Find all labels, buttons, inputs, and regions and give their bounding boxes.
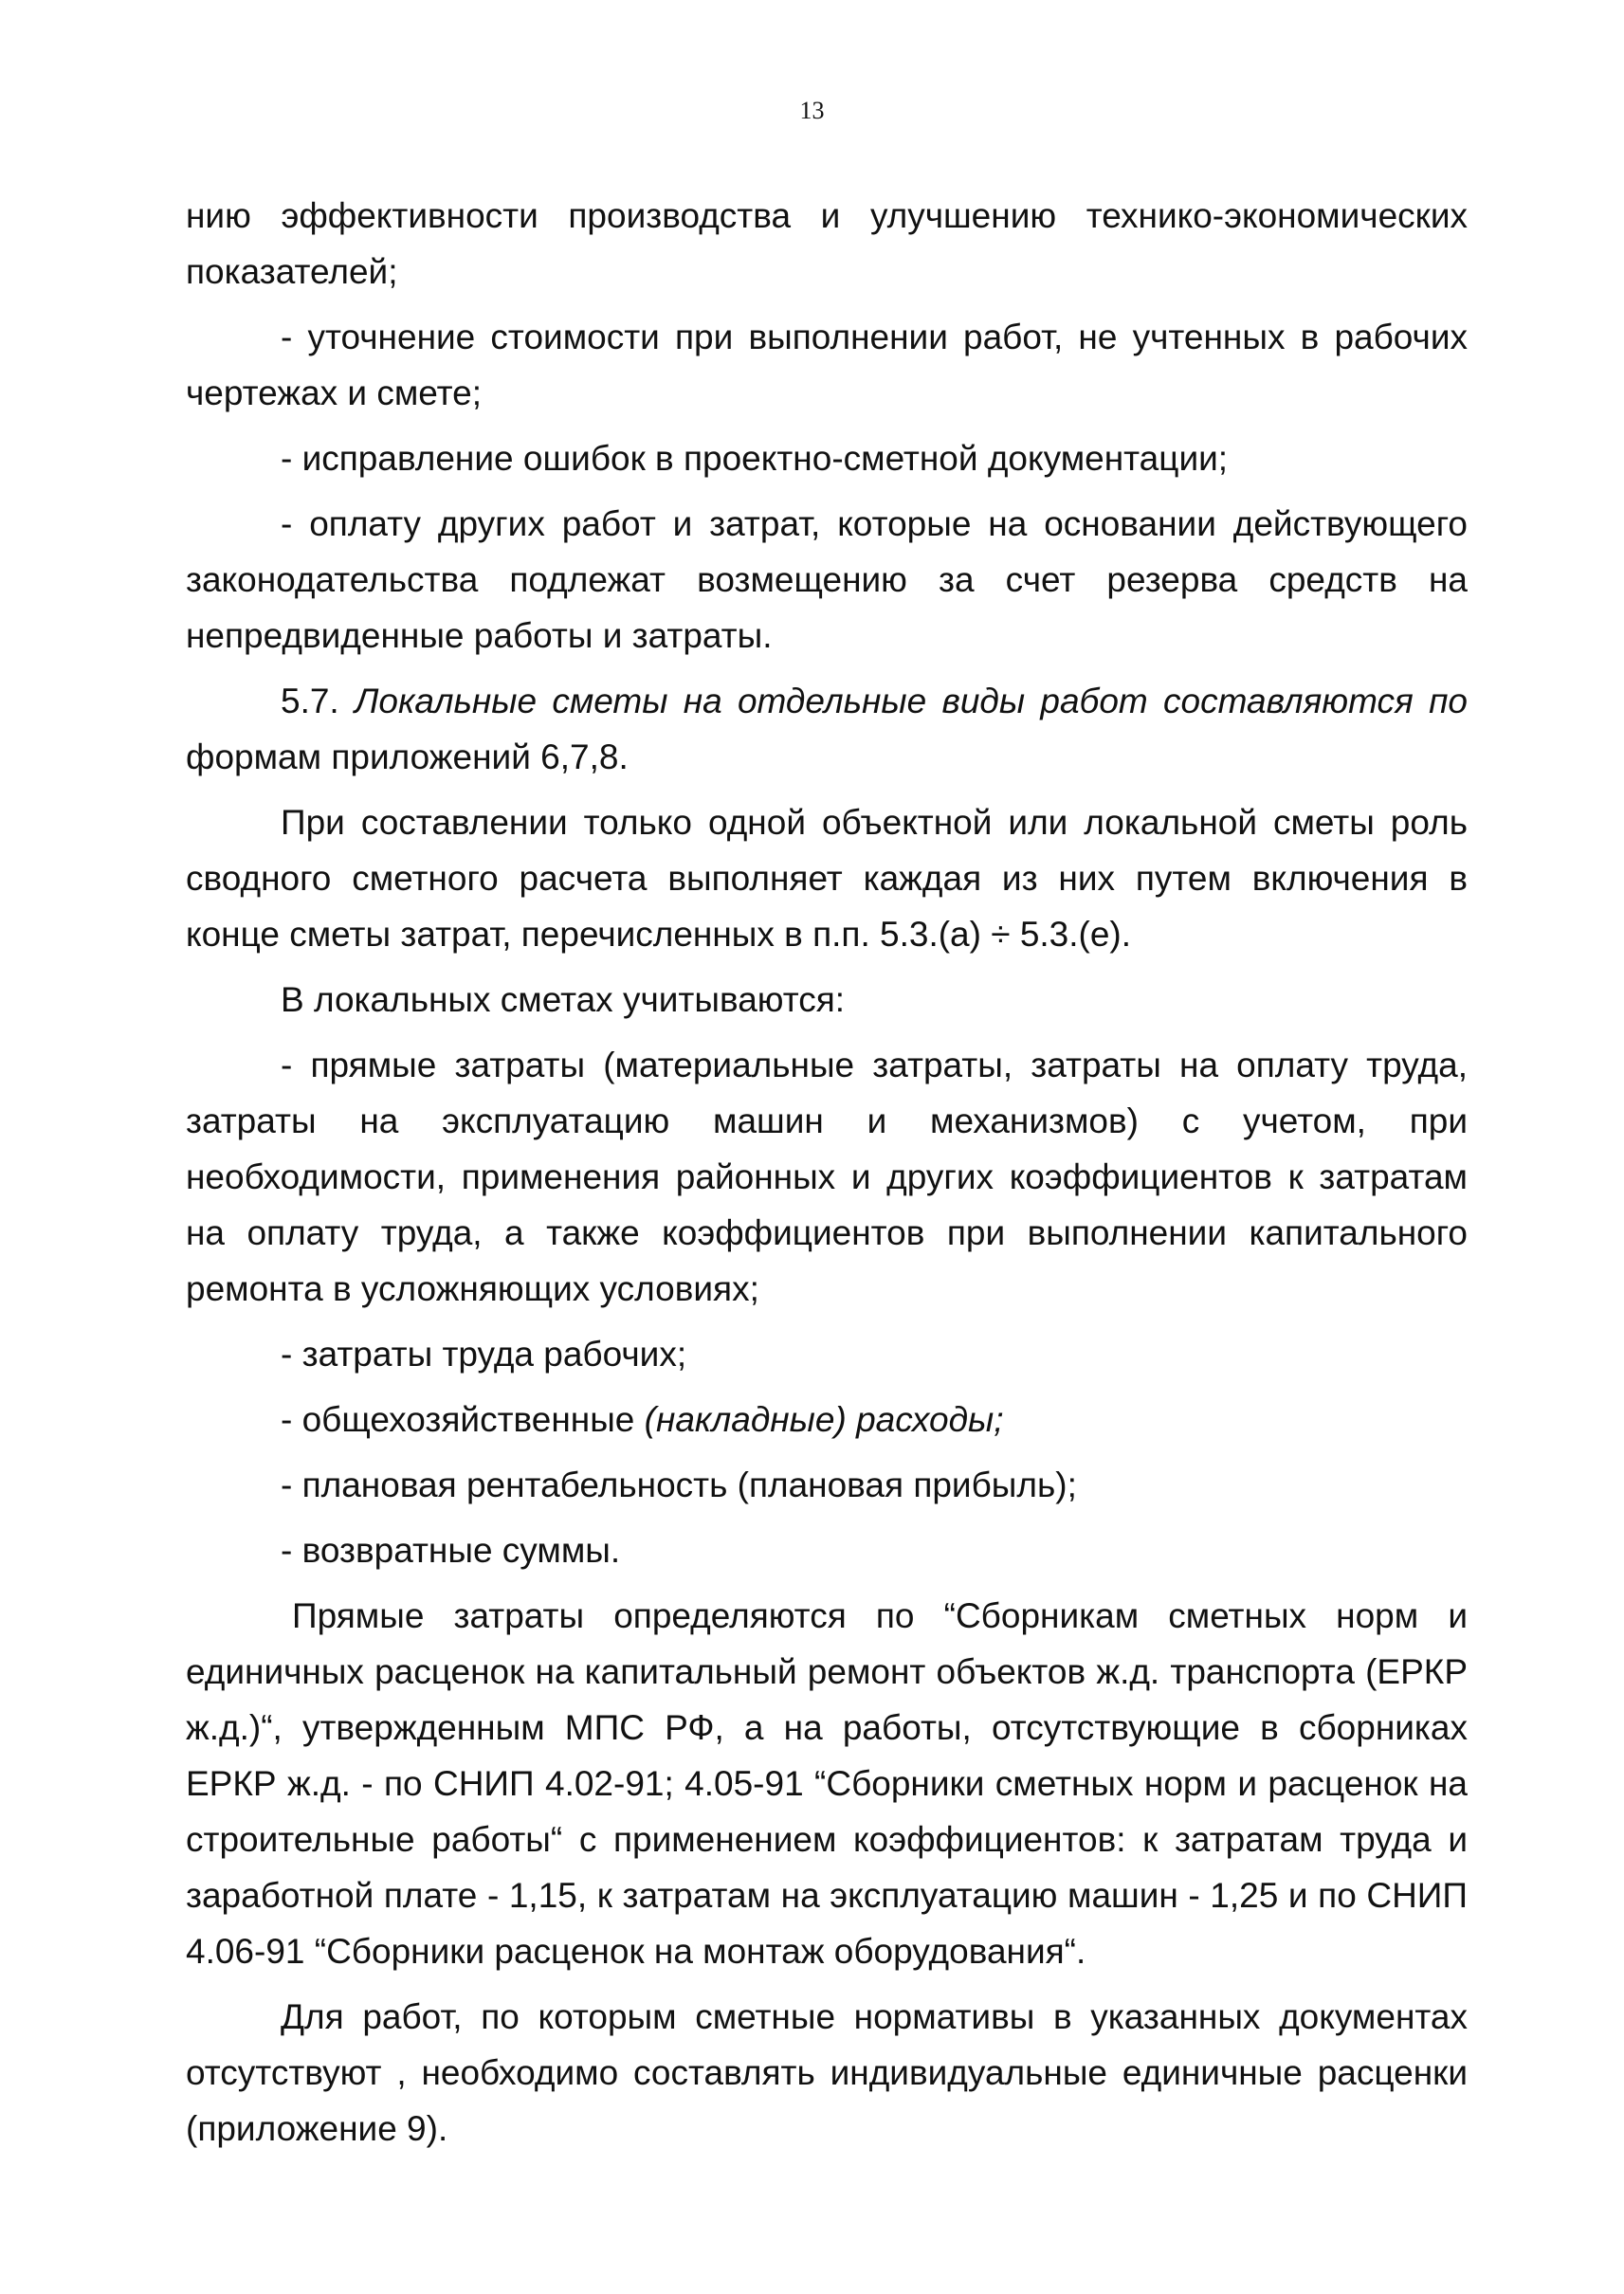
paragraph-single-estimate: При составлении только одной объектной или локальной сметы роль сводного сметного расчета выполняет каждая из них путем включения в конце сметы затрат, перечисленных в п.п. 5.3.(а) ÷ 5.3.(е). xyxy=(186,803,1468,954)
paragraph-continuation: нию эффективности производства и улучшению технико-экономических показателей; xyxy=(186,196,1468,291)
paragraph-individual-rates: Для работ, по которым сметные нормативы в указанных документах отсутствуют , необходимо составлять индивидуальные единичные расценки (приложение 9). xyxy=(186,1997,1468,2148)
document-body xyxy=(186,188,1468,2157)
section-heading-italic: Локальные сметы на отдельные виды работ составляются по xyxy=(355,682,1469,720)
list-item-direct-costs: - прямые затраты (материальные затраты, затраты на оплату труда, затраты на эксплуатацию машин и механизмов) с учетом, при необходимости, применения районных и других коэффициентов к затратам на оплату труда, а также коэффициентов при выполнении капитального ремонта в усложняющих условиях; xyxy=(186,1046,1468,1308)
overhead-italic: (накладные) расходы; xyxy=(644,1400,1004,1439)
paragraph-local-estimates-intro: В локальных сметах учитываются: xyxy=(281,980,846,1019)
paragraph-direct-costs-sources: Прямые затраты определяются по “Сборникам сметных норм и единичных расценок на капитальный ремонт объектов ж.д. транспорта (ЕРКР ж.д.)“, утвержденным МПС РФ, а на работы, отсутствующие в сборниках ЕРКР ж.д. - по СНИП 4.02-91; 4.05-91 “Сборники сметных норм и расценок на строительные работы“ с применением коэффициентов: к затратам труда и заработной плате - 1,15, к затратам на эксплуатацию машин - 1,25 и по СНИП 4.06-91 “Сборники расценок на монтаж оборудования“. xyxy=(186,1596,1468,1971)
overhead-prefix: - общехозяйственные xyxy=(281,1400,635,1439)
list-item-returns: - возвратные суммы. xyxy=(281,1531,621,1570)
page-number: 13 xyxy=(799,97,825,124)
list-item-fix-errors: - исправление ошибок в проектно-сметной документации; xyxy=(281,439,1229,478)
list-item-overhead xyxy=(186,1392,1468,1447)
list-item-labor: - затраты труда рабочих; xyxy=(281,1335,687,1374)
list-item-profit: - плановая рентабельность (плановая прибыль); xyxy=(281,1466,1077,1504)
list-item-other-costs: - оплату других работ и затрат, которые на основании действующего законодательства подлежат возмещению за счет резерва средств на непредвиденные работы и затраты. xyxy=(186,504,1468,655)
list-item-clarify-cost: - уточнение стоимости при выполнении работ, не учтенных в рабочих чертежах и смете; xyxy=(186,318,1468,412)
section-number: 5.7. xyxy=(281,682,339,720)
paragraph-5-7 xyxy=(186,673,1468,785)
section-heading-rest: формам приложений 6,7,8. xyxy=(186,737,629,776)
